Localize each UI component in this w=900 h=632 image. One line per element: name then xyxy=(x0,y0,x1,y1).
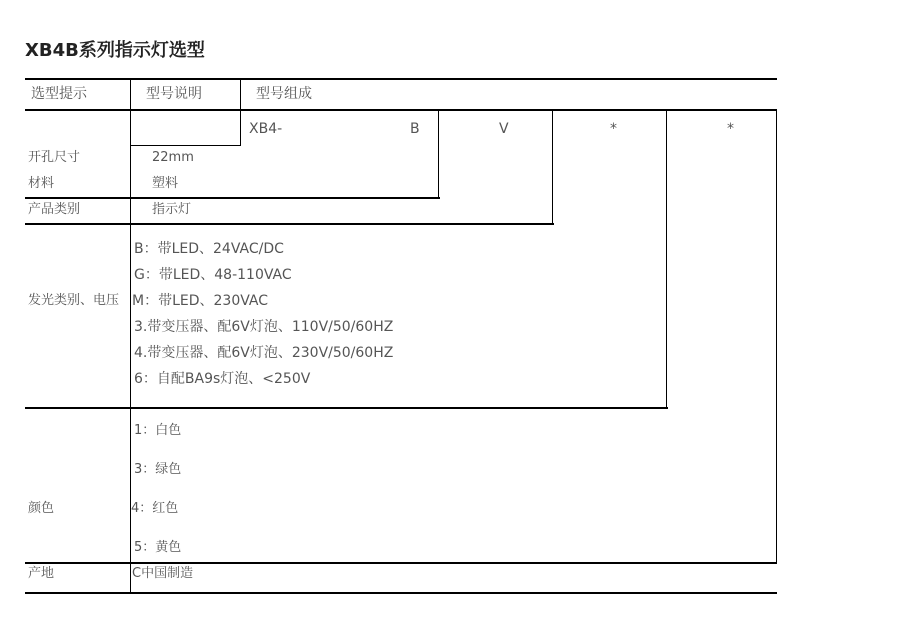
code-star1-right-line xyxy=(666,109,667,409)
voltage-label: 发光类别、电压 xyxy=(28,293,120,308)
page-title: XB4B系列指示灯选型 xyxy=(25,40,205,61)
table-top-border xyxy=(25,78,777,80)
color-option: 3：绿色 xyxy=(134,462,182,477)
voltage-option: 3.带变压器、配6V灯泡、110V/50/60HZ xyxy=(134,319,394,335)
code-part-b: B xyxy=(410,121,420,137)
category-value: 指示灯 xyxy=(152,202,192,217)
origin-label: 产地 xyxy=(28,566,55,581)
voltage-option: 4.带变压器、配6V灯泡、230V/50/60HZ xyxy=(134,345,394,361)
origin-value: C中国制造 xyxy=(132,566,194,581)
header-selection-tip: 选型提示 xyxy=(31,86,87,102)
voltage-option: B：带LED、24VAC/DC xyxy=(134,241,284,257)
hole-size-value: 22mm xyxy=(152,150,194,165)
table-bottom-border xyxy=(25,592,777,594)
category-bottom-line xyxy=(25,223,554,225)
color-bottom-line xyxy=(25,562,777,564)
category-label: 产品类别 xyxy=(28,202,81,217)
voltage-option: 6：自配BA9s灯泡、<250V xyxy=(134,371,311,387)
code-prefix: XB4- xyxy=(249,121,283,137)
code-part-star-1: * xyxy=(610,121,617,137)
material-bottom-line xyxy=(25,197,440,199)
code-part-star-2: * xyxy=(727,121,734,137)
header-model-composition: 型号组成 xyxy=(256,86,312,102)
header-divider-line xyxy=(240,78,241,146)
header-bottom-border xyxy=(25,109,777,111)
material-label: 材料 xyxy=(28,176,55,191)
voltage-option: G：带LED、48-110VAC xyxy=(134,267,292,283)
voltage-bottom-line xyxy=(25,407,668,409)
code-v-right-line xyxy=(552,109,553,225)
color-option: 5：黄色 xyxy=(134,540,182,555)
code-part-v: V xyxy=(499,121,509,137)
header-model-desc: 型号说明 xyxy=(146,86,202,102)
voltage-option: M：带LED、230VAC xyxy=(132,293,269,309)
hole-size-label: 开孔尺寸 xyxy=(28,150,81,165)
code-b-right-line xyxy=(438,109,439,199)
material-value: 塑料 xyxy=(152,176,179,191)
color-option: 4：红色 xyxy=(131,501,179,516)
code-star2-right-line xyxy=(776,109,777,564)
code-row-line xyxy=(131,145,241,146)
color-label: 颜色 xyxy=(28,501,55,516)
color-option: 1：白色 xyxy=(134,423,182,438)
